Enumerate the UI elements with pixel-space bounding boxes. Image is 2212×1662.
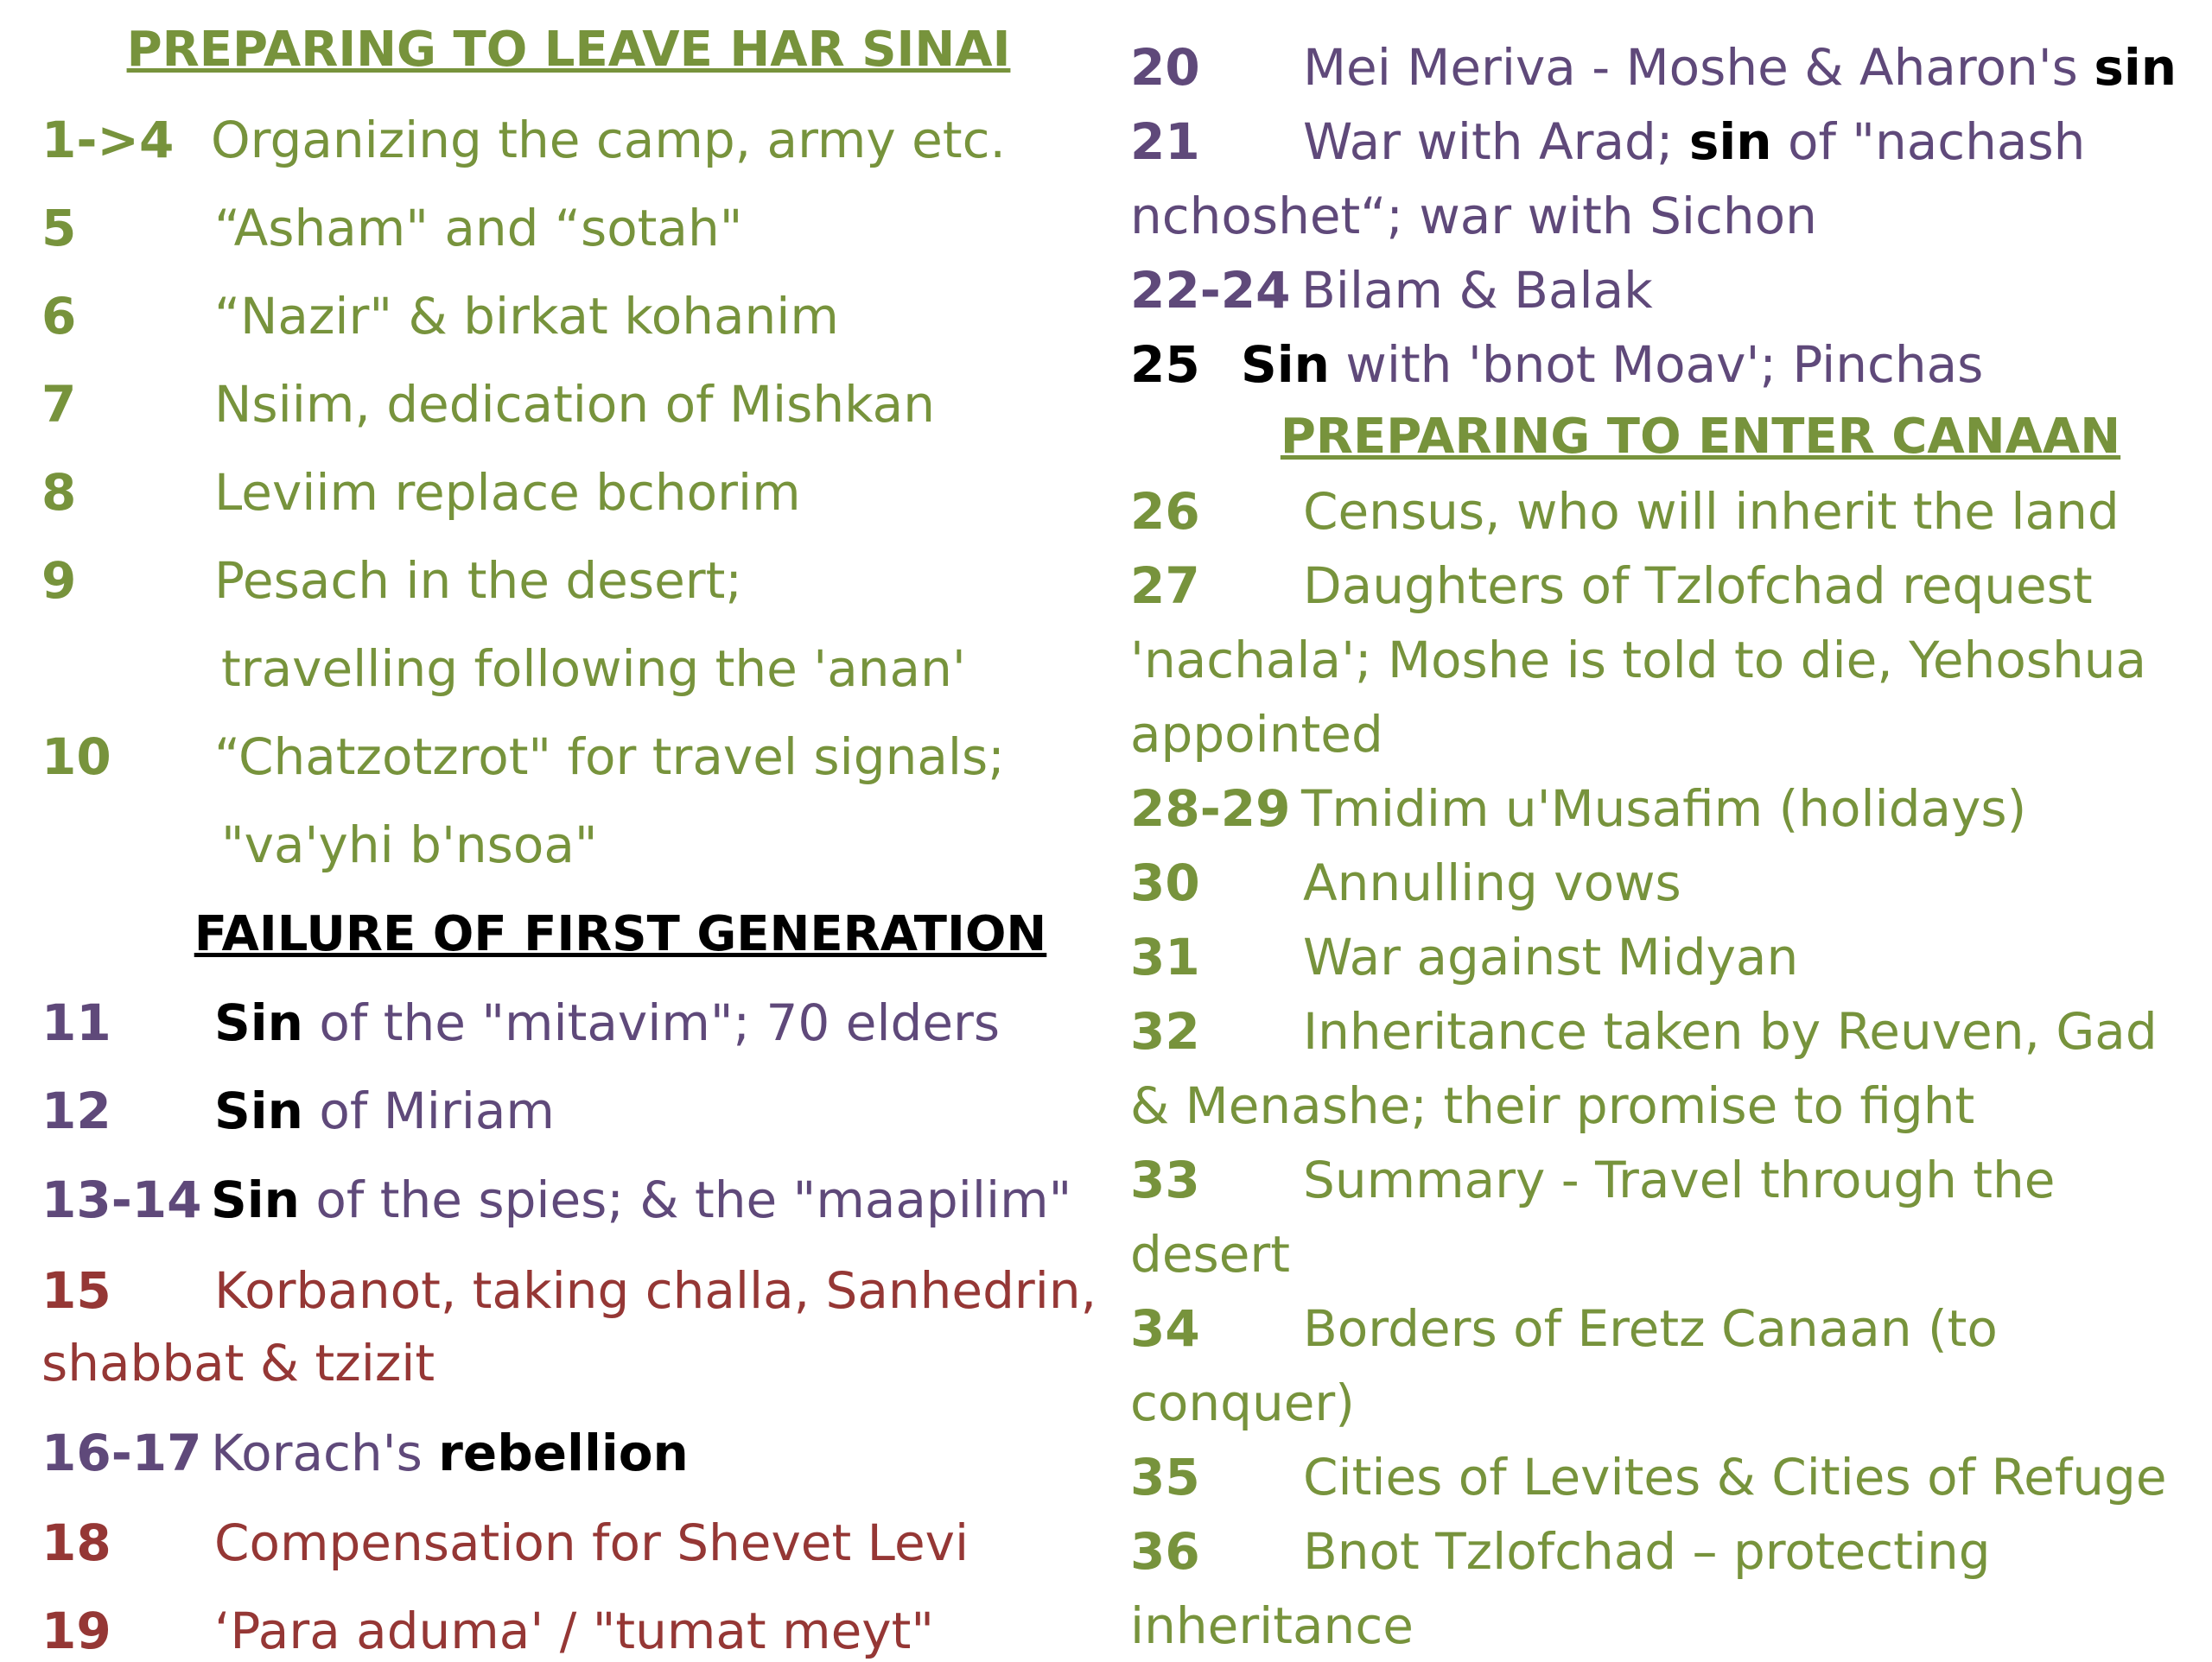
entry-rest: of the spies; & the "maapilim" (299, 1170, 1072, 1229)
entry-text: Organizing the camp, army etc. (211, 111, 1006, 169)
entry-text: Korbanot, taking challa, Sanhedrin, (214, 1261, 1097, 1320)
entry-continuation: shabbat & tzizit (41, 1334, 435, 1392)
entry-number: 15 (41, 1261, 111, 1320)
entry-number: 31 (1130, 928, 1200, 986)
sin-word: Sin (1241, 335, 1330, 394)
entry-number: 19 (41, 1602, 111, 1660)
entry-number: 13-14 (41, 1170, 202, 1229)
entry-number: 18 (41, 1513, 111, 1572)
entry-continuation: conquer) (1130, 1373, 1355, 1432)
entry-continuation: appointed (1130, 705, 1383, 764)
entry-continuation: travelling following the 'anan' (221, 639, 966, 698)
entry-number: 30 (1130, 853, 1200, 912)
entry-number: 5 (41, 199, 77, 257)
entry-continuation: inheritance (1130, 1596, 1414, 1655)
entry-text: Bilam & Balak (1301, 261, 1653, 320)
entry-number: 20 (1130, 38, 1200, 97)
entry-rest: of "nachash (1771, 112, 2086, 171)
entry-number: 27 (1130, 556, 1200, 615)
entry-number: 32 (1130, 1002, 1200, 1061)
entry-rest: of the "mitavim"; 70 elders (302, 993, 1001, 1052)
entry-text: “Asham" and “sotah" (214, 199, 743, 257)
entry-number: 26 (1130, 482, 1200, 541)
entry-number: 22-24 (1130, 261, 1291, 320)
entry-text: Summary - Travel through the (1303, 1151, 2056, 1209)
rebellion-word: rebellion (438, 1424, 689, 1482)
entry-number: 21 (1130, 112, 1200, 171)
entry-continuation: desert (1130, 1225, 1290, 1284)
entry-rest: Korach's (211, 1424, 439, 1482)
heading-preparing-to-enter: PREPARING TO ENTER CANAAN (1280, 409, 2121, 465)
entry-number: 7 (41, 375, 77, 434)
entry-text (1241, 333, 1983, 396)
entry-text: Census, who will inherit the land (1303, 482, 2120, 541)
entry-rest: War with Arad; (1303, 112, 1689, 171)
entry-continuation: 'nachala'; Moshe is told to die, Yehoshua (1130, 631, 2147, 689)
entry-text (214, 1080, 555, 1142)
entry-number: 34 (1130, 1299, 1200, 1358)
entry-text: War against Midyan (1303, 928, 1799, 986)
entry-text: Bnot Tzlofchad – protecting (1303, 1522, 1991, 1581)
entry-continuation: & Menashe; their promise to fight (1130, 1076, 1975, 1135)
entry-number: 28-29 (1130, 779, 1291, 838)
entry-number: 12 (41, 1082, 111, 1140)
sin-word: Sin (214, 993, 303, 1052)
entry-number: 33 (1130, 1151, 1200, 1209)
entry-rest: Mei Meriva - Moshe & Aharon's (1303, 38, 2094, 97)
entry-text: Borders of Eretz Canaan (to (1303, 1299, 1998, 1358)
entry-text: Pesach in the desert; (214, 551, 742, 610)
entry-text: Inheritance taken by Reuven, Gad (1303, 1002, 2158, 1061)
heading-preparing-to-leave: PREPARING TO LEAVE HAR SINAI (126, 22, 1011, 78)
sin-word: Sin (214, 1082, 303, 1140)
entry-rest: of Miriam (302, 1082, 555, 1140)
entry-number: 8 (41, 463, 77, 522)
entry-number: 11 (41, 993, 111, 1052)
entry-number: 6 (41, 287, 77, 346)
entry-text: “Chatzotzrot" for travel signals; (214, 727, 1005, 786)
sin-word: sin (1688, 112, 1772, 171)
entry-number: 35 (1130, 1448, 1200, 1507)
entry-text (1303, 111, 2085, 173)
entry-text (1303, 36, 2177, 98)
entry-number: 25 (1130, 335, 1200, 394)
entry-text: Compensation for Shevet Levi (214, 1513, 969, 1572)
entry-number: 10 (41, 727, 111, 786)
entry-text: Leviim replace bchorim (214, 463, 801, 522)
entry-text (211, 1422, 689, 1484)
entry-text: Daughters of Tzlofchad request (1303, 556, 2093, 615)
entry-rest: with 'bnot Moav'; Pinchas (1329, 335, 1984, 394)
entry-text: “Nazir" & birkat kohanim (214, 287, 839, 346)
entry-text: Cities of Levites & Cities of Refuge (1303, 1448, 2167, 1507)
entry-continuation: nchoshet“; war with Sichon (1130, 187, 1817, 245)
entry-number: 36 (1130, 1522, 1200, 1581)
entry-text: Nsiim, dedication of Mishkan (214, 375, 935, 434)
entry-text: ‘Para aduma' / "tumat meyt" (214, 1602, 935, 1660)
entry-number: 16-17 (41, 1424, 202, 1482)
heading-failure-first-generation: FAILURE OF FIRST GENERATION (194, 906, 1047, 962)
sin-word: Sin (211, 1170, 300, 1229)
entry-text (211, 1169, 1071, 1231)
entry-text (214, 992, 1000, 1054)
entry-number: 1->4 (41, 111, 175, 169)
entry-number: 9 (41, 551, 77, 610)
sin-word: sin (2094, 38, 2177, 97)
entry-text: Tmidim u'Musafim (holidays) (1301, 779, 2027, 838)
entry-continuation: "va'yhi b'nsoa" (221, 815, 598, 874)
entry-text: Annulling vows (1303, 853, 1681, 912)
